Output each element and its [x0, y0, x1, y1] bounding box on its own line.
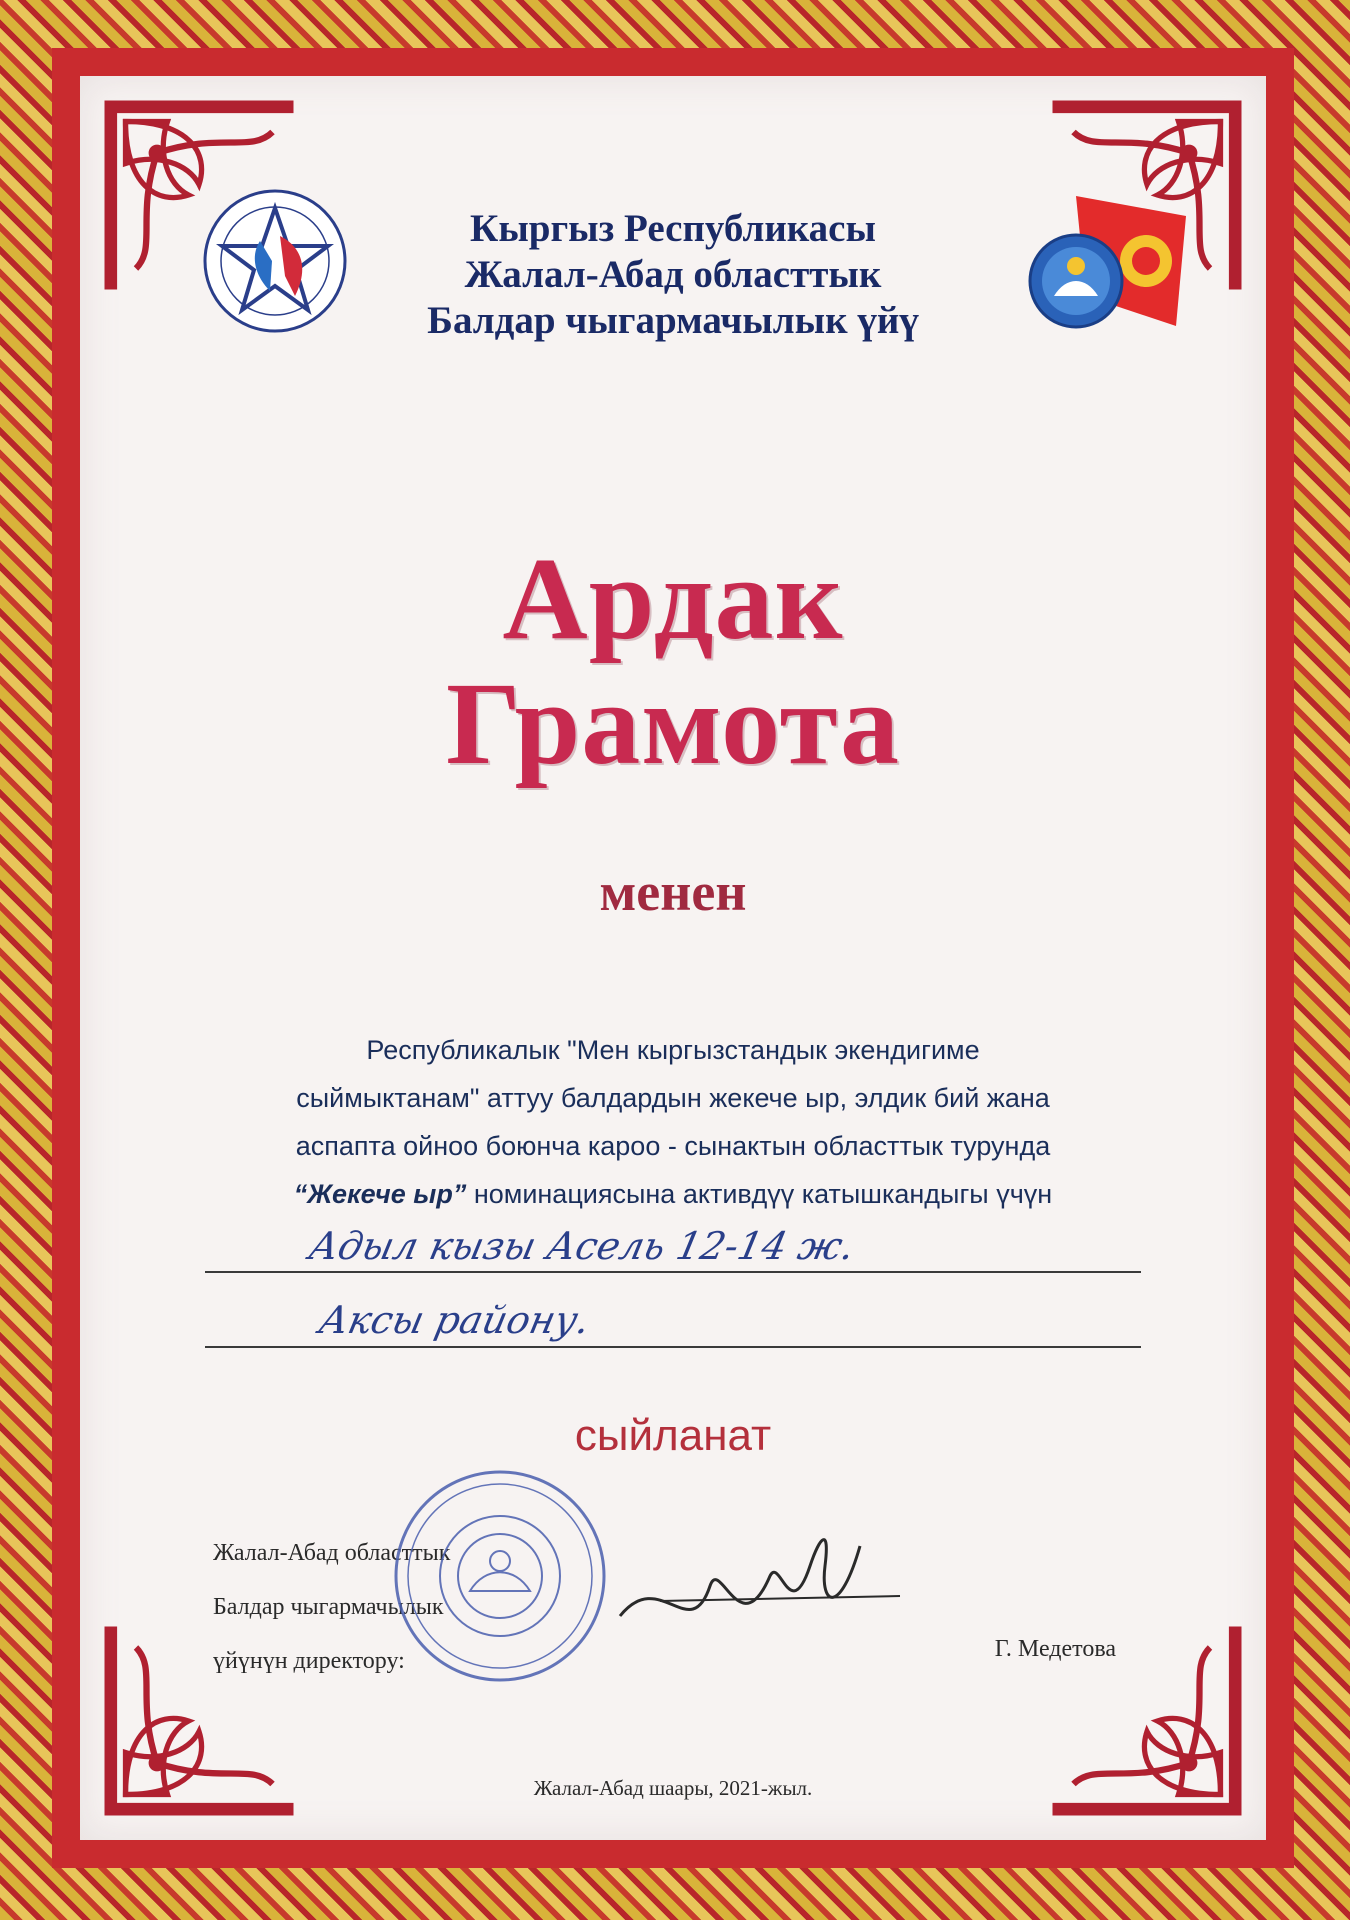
signer-line: Жалал-Абад областтык — [213, 1540, 451, 1566]
body-line-rest: номинациясына активдүү катышкандыгы үчүн — [466, 1179, 1053, 1209]
recipient-district-handwritten: Аксы району. — [315, 1298, 594, 1342]
place-and-year: Жалал-Абад шаары, 2021-жыл. — [533, 1776, 813, 1800]
header-line: Кыргыз Республикасы — [470, 207, 876, 250]
header-line: Балдар чыгармачылык үйү — [427, 299, 919, 342]
certificate-title-line1: Ардак — [502, 533, 844, 664]
body-line: аспапта ойноо боюнча кароо - сынактын областтык турунда — [295, 1131, 1051, 1161]
signer-line: үйүнүн директору: — [213, 1648, 405, 1674]
director-signature-icon — [600, 1506, 920, 1666]
menen-word: менен — [599, 862, 747, 922]
certificate-title-line2: Грамота — [446, 658, 900, 789]
certificate-paper — [80, 76, 1266, 1840]
official-seal-icon — [390, 1466, 610, 1686]
award-reason-text — [220, 1026, 1126, 1218]
recipient-name-handwritten: Адыл кызы Асель 12-14 ж. — [305, 1224, 859, 1268]
body-line: сыймыктанам" аттуу балдардын жекече ыр, элдик бий жана — [296, 1083, 1050, 1113]
institution-header — [80, 206, 1266, 344]
header-line: Жалал-Абад областтык — [464, 253, 882, 296]
body-line — [220, 1170, 1126, 1218]
recipient-district-line — [205, 1346, 1141, 1348]
recipient-name-line — [205, 1271, 1141, 1273]
body-line: Республикалык "Мен кыргызстандык экендигиме — [366, 1035, 980, 1065]
signer-name: Г. Медетова — [994, 1636, 1116, 1662]
signer-line: Балдар чыгармачылык — [213, 1594, 444, 1620]
nomination-name: “Жекече ыр” — [293, 1179, 467, 1209]
sylanat-word: сыйланат — [574, 1411, 772, 1460]
